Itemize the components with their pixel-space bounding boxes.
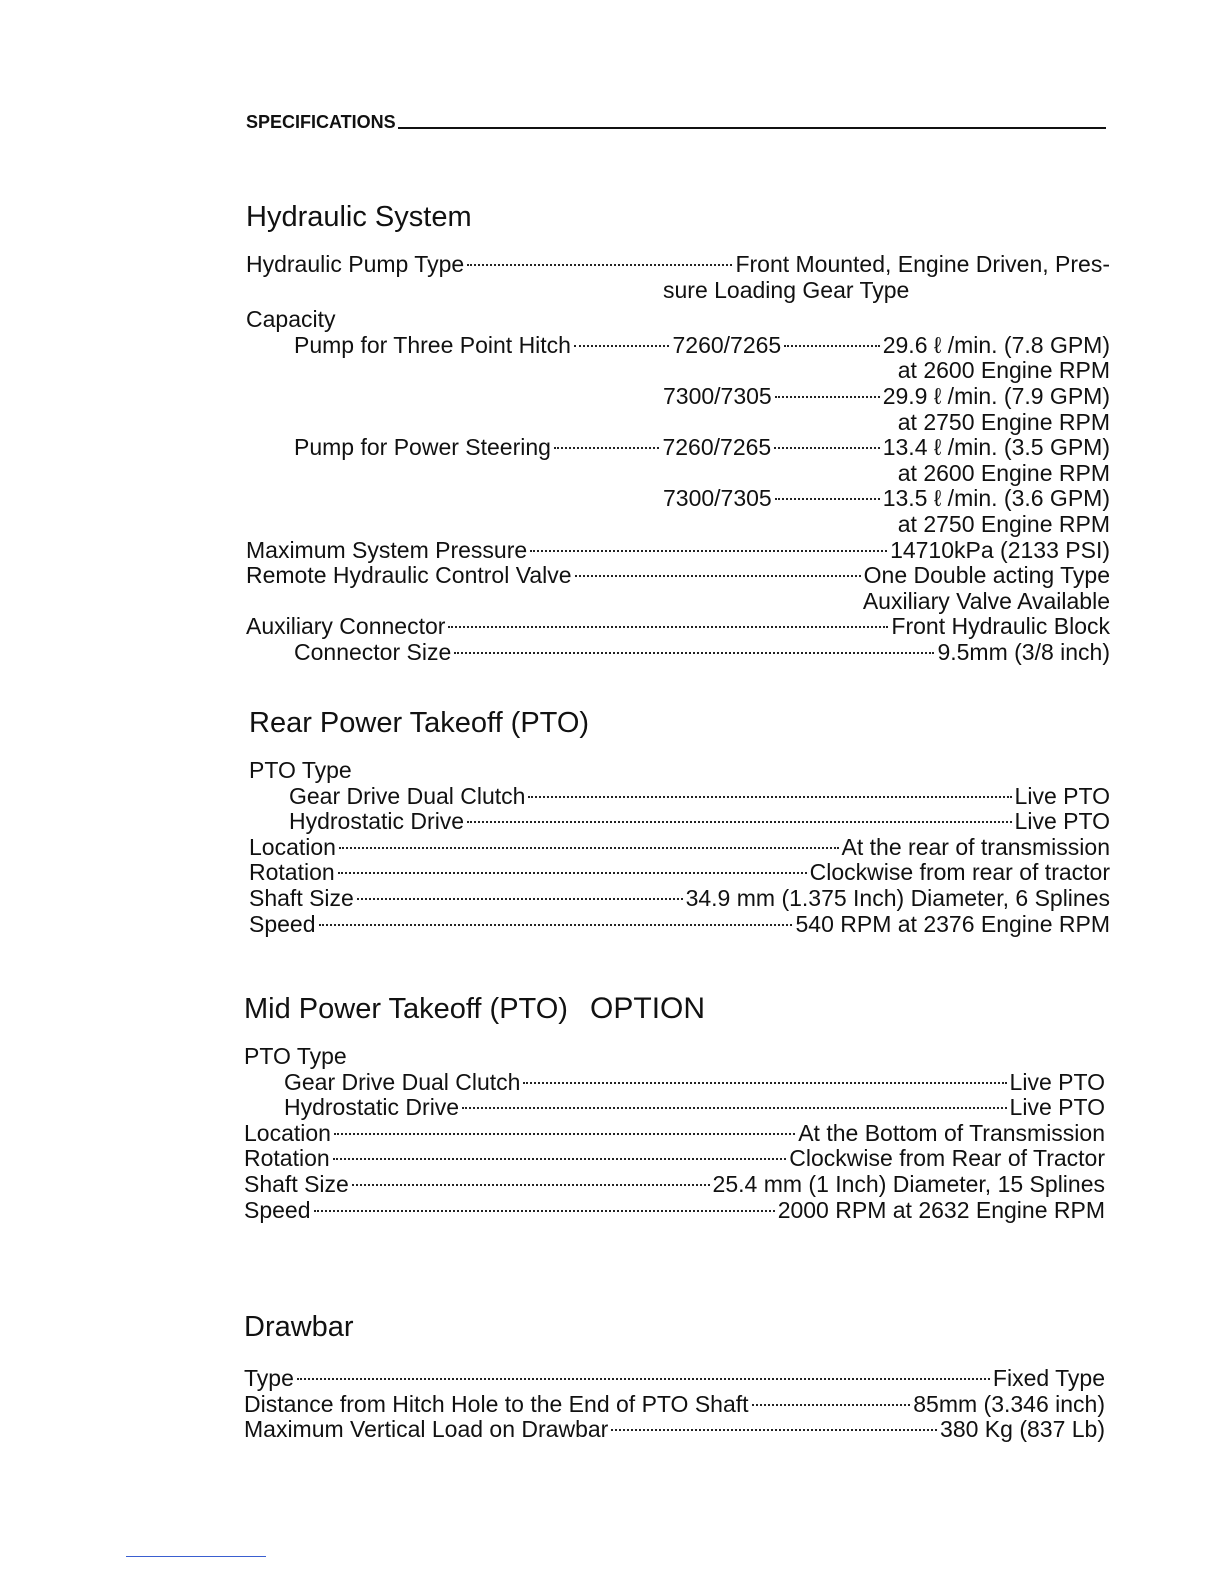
spec-label: Speed <box>244 1196 311 1223</box>
spec-row <box>246 252 1110 278</box>
spec-label: Gear Drive Dual Clutch <box>284 1068 521 1095</box>
model-label: 7300/7305 <box>663 485 772 512</box>
spec-value: 9.5mm (3/8 inch) <box>937 638 1110 665</box>
spec-value: Front Hydraulic Block <box>891 613 1110 640</box>
leader-dots <box>523 1082 1006 1084</box>
spec-row <box>246 563 1110 589</box>
footer-rule <box>126 1556 266 1557</box>
spec-label: Hydrostatic Drive <box>284 1094 460 1121</box>
spec-label: Gear Drive Dual Clutch <box>289 782 526 809</box>
hydraulic-section <box>246 200 1110 666</box>
leader-dots <box>462 1107 1006 1109</box>
spec-row <box>244 1146 1105 1172</box>
mid-pto-section <box>244 992 1105 1223</box>
spec-label: Rotation <box>244 1145 330 1172</box>
spec-value-cont: at 2750 Engine RPM <box>897 510 1110 537</box>
spec-label: Connector Size <box>294 638 452 665</box>
option-label: OPTION <box>590 992 706 1025</box>
leader-dots <box>314 1210 775 1212</box>
spec-value: 85mm (3.346 inch) <box>913 1390 1105 1417</box>
spec-value: 29.6 ℓ /min. (7.8 GPM) <box>882 331 1111 358</box>
spec-label: Auxiliary Connector <box>246 613 446 640</box>
leader-dots <box>530 550 887 552</box>
drawbar-section <box>244 1310 1105 1443</box>
spec-label: Distance from Hitch Hole to the End of PTO Shaft <box>244 1390 749 1417</box>
spec-row <box>244 1095 1105 1121</box>
spec-label: Pump for Power Steering <box>294 434 551 461</box>
spec-value: 14710kPa (2133 PSI) <box>890 536 1110 563</box>
spec-value: One Double acting Type <box>863 562 1110 589</box>
hydraulic-title: Hydraulic System <box>246 201 472 233</box>
spec-value: Live PTO <box>1014 782 1110 809</box>
spec-row <box>244 1198 1105 1224</box>
leader-dots <box>554 447 660 449</box>
spec-row <box>249 835 1110 861</box>
spec-label: Pump for Three Point Hitch <box>294 331 571 358</box>
spec-value-cont: at 2600 Engine RPM <box>897 459 1110 486</box>
spec-row <box>246 333 1110 359</box>
spec-row <box>246 538 1110 564</box>
spec-label: Location <box>244 1119 331 1146</box>
leader-dots <box>333 1158 787 1160</box>
spec-label: Rotation <box>249 859 335 886</box>
spec-value: Clockwise from rear of tractor <box>809 859 1110 886</box>
page-header <box>246 112 1106 133</box>
spec-row <box>246 640 1110 666</box>
spec-value: At the rear of transmission <box>841 833 1110 860</box>
leader-dots <box>352 1184 710 1186</box>
spec-label: Shaft Size <box>249 884 354 911</box>
spec-value-cont: sure Loading Gear Type <box>663 276 910 303</box>
spec-value-cont: at 2600 Engine RPM <box>897 357 1110 384</box>
spec-label: PTO Type <box>244 1043 347 1069</box>
spec-row <box>246 614 1110 640</box>
spec-row <box>244 1366 1105 1392</box>
leader-dots <box>297 1378 990 1380</box>
spec-row <box>244 1121 1105 1147</box>
leader-dots <box>339 847 839 849</box>
spec-label: Speed <box>249 910 316 937</box>
spec-value-cont: Auxiliary Valve Available <box>862 587 1110 614</box>
header-rule <box>398 127 1106 129</box>
spec-row <box>244 1172 1105 1198</box>
spec-label: Remote Hydraulic Control Valve <box>246 562 572 589</box>
spec-value: 13.4 ℓ /min. (3.5 GPM) <box>882 434 1111 461</box>
leader-dots <box>611 1429 937 1431</box>
spec-value: Live PTO <box>1009 1094 1105 1121</box>
header-title: SPECIFICATIONS <box>246 112 396 132</box>
spec-label: Type <box>244 1365 294 1391</box>
spec-value: 29.9 ℓ /min. (7.9 GPM) <box>882 382 1110 409</box>
spec-value: 2000 RPM at 2632 Engine RPM <box>777 1196 1105 1223</box>
leader-dots <box>454 652 934 654</box>
rear-pto-title: Rear Power Takeoff (PTO) <box>249 707 590 739</box>
mid-pto-heading <box>244 992 1105 1026</box>
leader-dots <box>752 1404 911 1406</box>
rear-pto-section <box>249 706 1110 937</box>
mid-pto-title: Mid Power Takeoff (PTO) <box>244 993 568 1025</box>
spec-value: At the Bottom of Transmission <box>798 1119 1105 1146</box>
spec-row <box>244 1417 1105 1443</box>
spec-value-cont: at 2750 Engine RPM <box>897 408 1110 435</box>
spec-label: Maximum Vertical Load on Drawbar <box>244 1416 609 1443</box>
spec-label: Capacity <box>246 306 336 333</box>
model-label: 7260/7265 <box>662 434 772 461</box>
leader-dots <box>319 924 793 926</box>
drawbar-title: Drawbar <box>244 1311 354 1343</box>
leader-dots <box>775 498 880 500</box>
model-label: 7260/7265 <box>672 331 782 358</box>
spec-value: 540 RPM at 2376 Engine RPM <box>795 910 1110 937</box>
leader-dots <box>775 396 880 398</box>
leader-dots <box>467 264 732 266</box>
spec-value: Front Mounted, Engine Driven, Pres- <box>735 251 1110 277</box>
spec-value: Fixed Type <box>992 1365 1105 1391</box>
leader-dots <box>774 447 880 449</box>
spec-value: Live PTO <box>1009 1068 1105 1095</box>
spec-row <box>249 860 1110 886</box>
leader-dots <box>448 626 888 628</box>
spec-row <box>246 486 1110 512</box>
spec-label: PTO Type <box>249 757 352 783</box>
spec-value: 25.4 mm (1 Inch) Diameter, 15 Splines <box>712 1170 1105 1197</box>
spec-label: Shaft Size <box>244 1170 349 1197</box>
leader-dots <box>338 872 807 874</box>
spec-row <box>246 435 1110 461</box>
leader-dots <box>357 898 683 900</box>
leader-dots <box>528 796 1011 798</box>
spec-label: Hydraulic Pump Type <box>246 251 465 277</box>
spec-value: Clockwise from Rear of Tractor <box>789 1145 1105 1172</box>
spec-row <box>244 1070 1105 1096</box>
spec-row <box>249 912 1110 938</box>
spec-value: 13.5 ℓ /min. (3.6 GPM) <box>882 485 1110 512</box>
leader-dots <box>575 575 861 577</box>
leader-dots <box>574 345 670 347</box>
spec-row <box>249 784 1110 810</box>
model-label: 7300/7305 <box>663 382 772 409</box>
spec-label: Maximum System Pressure <box>246 536 528 563</box>
spec-value: Live PTO <box>1014 808 1110 835</box>
spec-value: 380 Kg (837 Lb) <box>940 1416 1105 1443</box>
spec-row <box>244 1392 1105 1418</box>
leader-dots <box>467 821 1011 823</box>
leader-dots <box>784 345 880 347</box>
spec-row <box>249 809 1110 835</box>
spec-label: Hydrostatic Drive <box>289 808 465 835</box>
spec-value: 34.9 mm (1.375 Inch) Diameter, 6 Splines <box>685 884 1110 911</box>
spec-label: Location <box>249 833 336 860</box>
spec-row <box>249 886 1110 912</box>
leader-dots <box>334 1133 795 1135</box>
spec-row <box>246 384 1110 410</box>
